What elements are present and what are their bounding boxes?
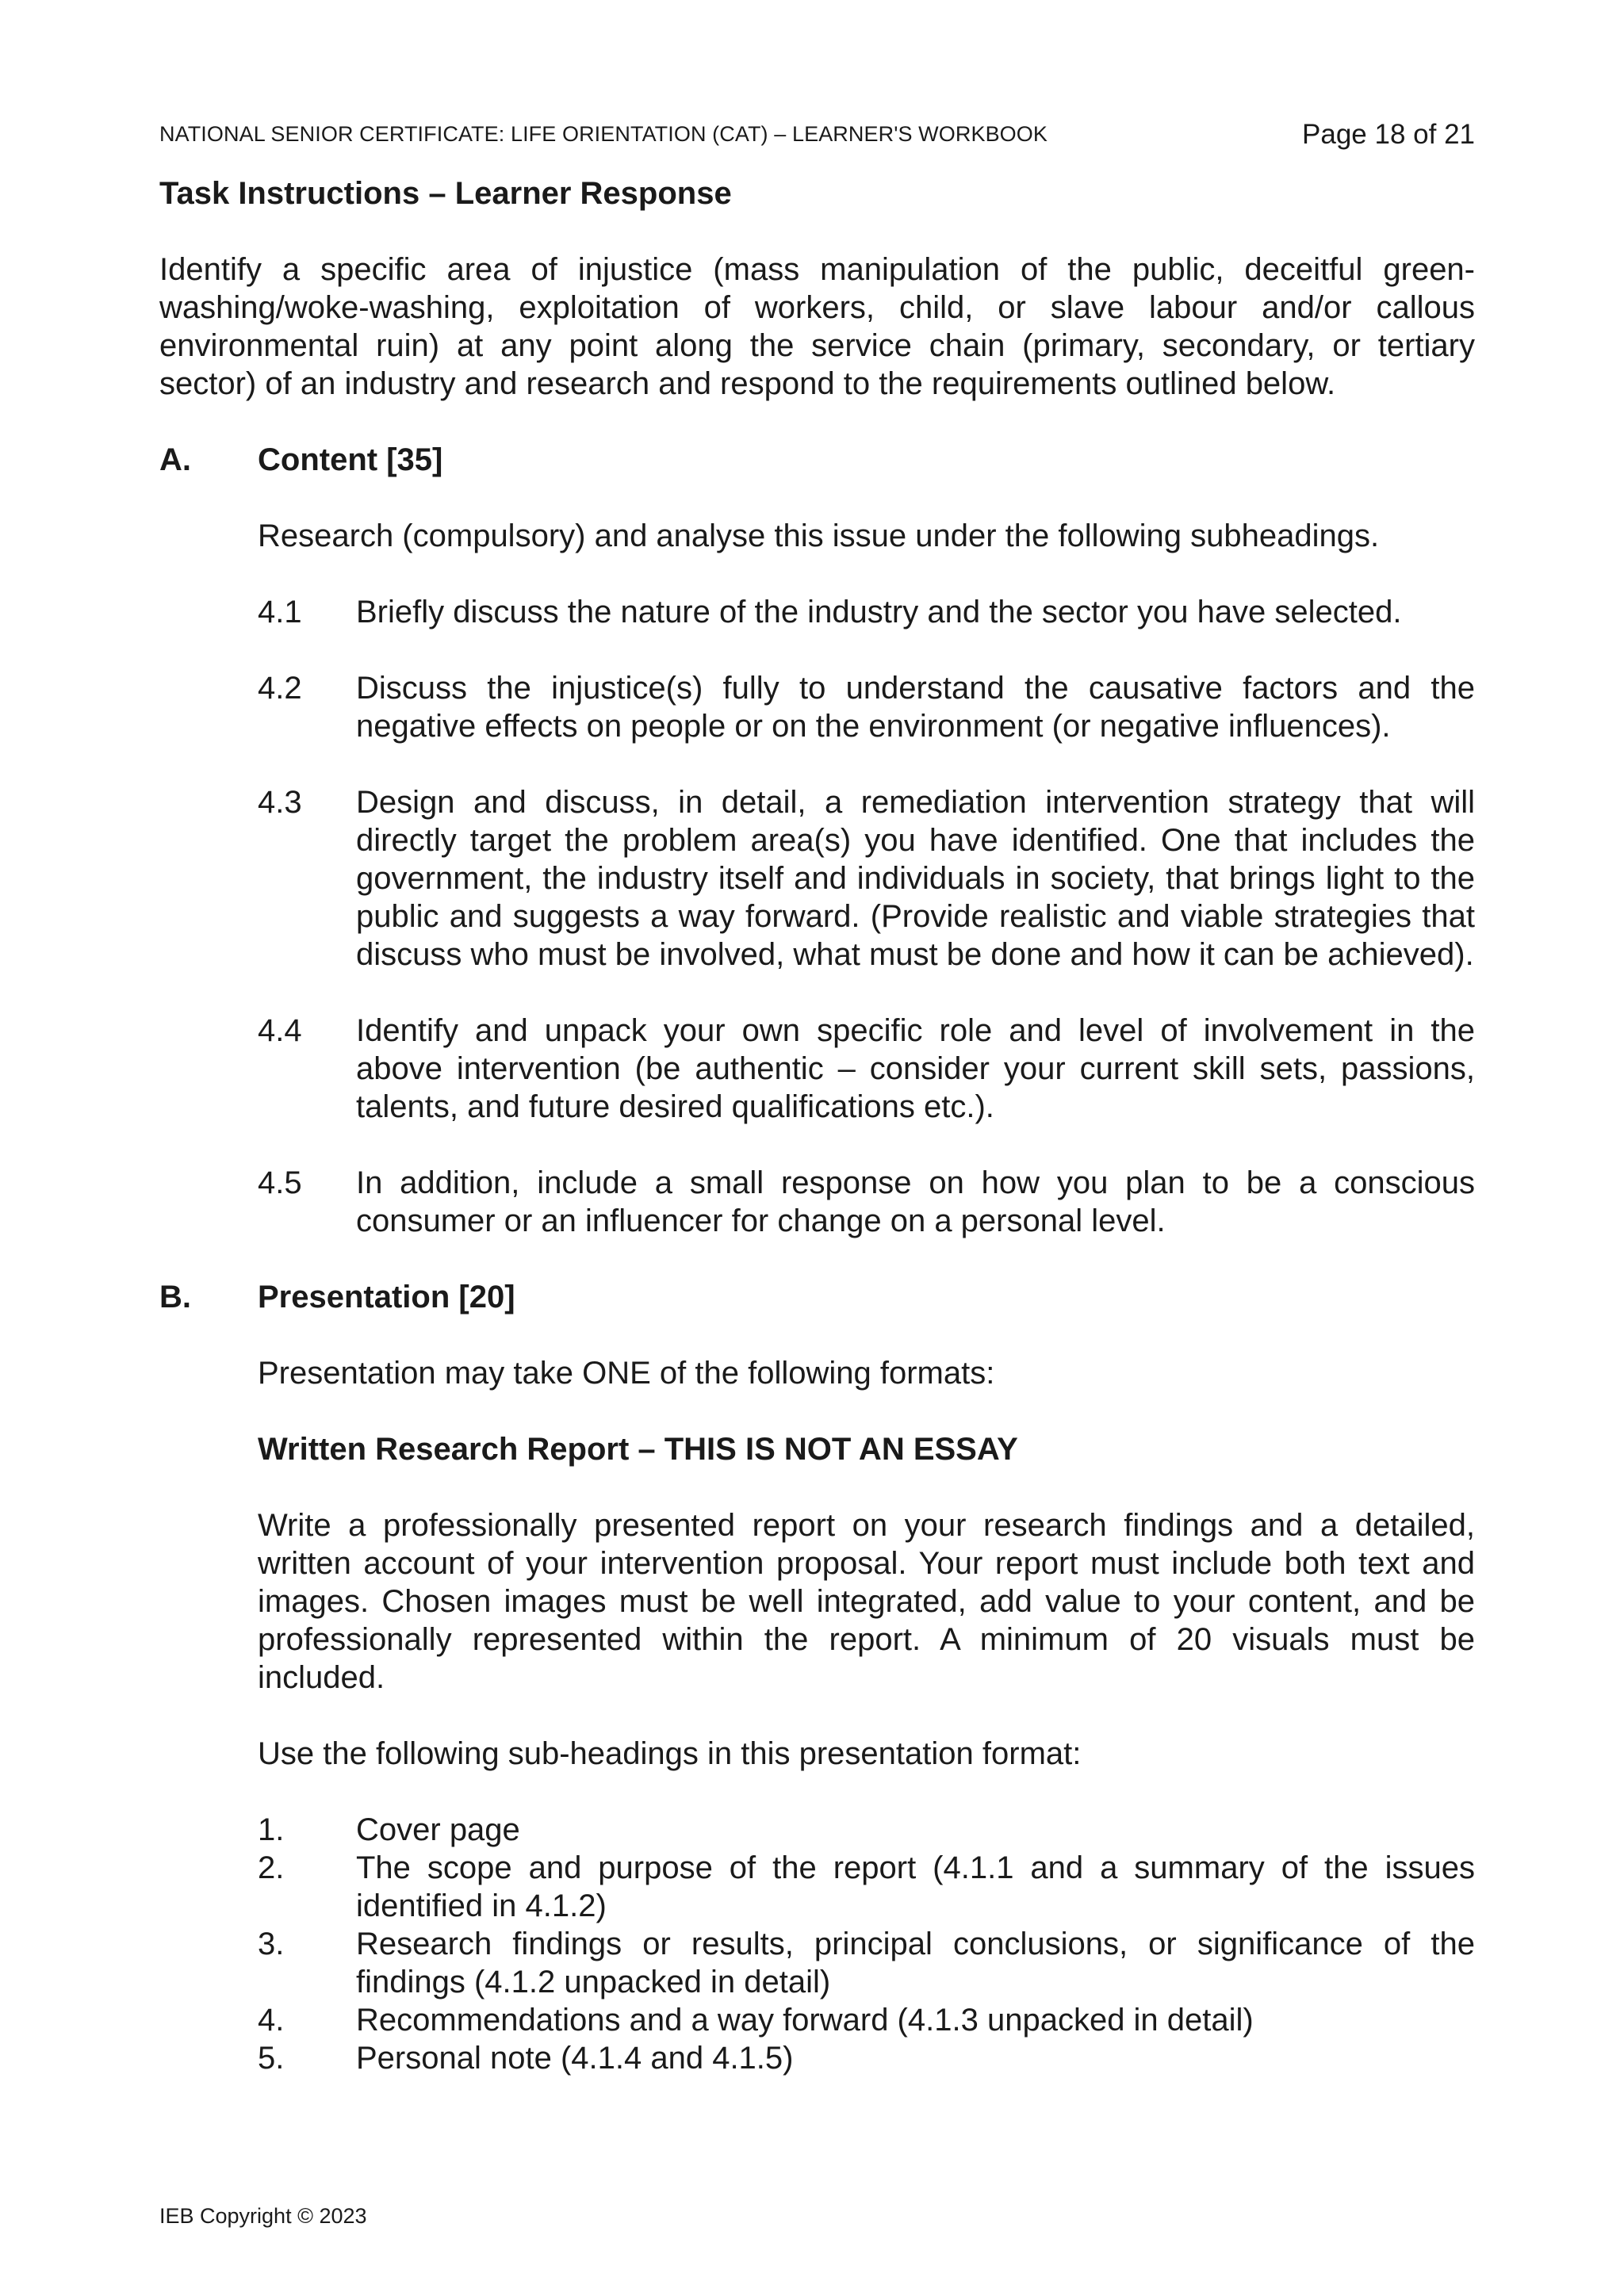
list-text: The scope and purpose of the report (4.1.1 and a summary of the issues identified in 4.1.2): [356, 1850, 1475, 1923]
question-item: [258, 783, 1475, 974]
list-number: 1.: [258, 1812, 285, 1847]
page-header: [159, 119, 1475, 151]
question-text: Briefly discuss the nature of the industry and the sector you have selected.: [356, 595, 1402, 629]
question-text: Design and discuss, in detail, a remediation intervention strategy that will directly target the problem area(s) you have identified. One that includes the government, the industry itself and individuals in society, that brings light to the public and suggests a way forward. (Provide realistic and viable strategies that discuss who must be involved, what must be done and how it can be achieved).: [356, 785, 1475, 972]
list-item: [258, 1811, 1475, 1849]
question-text: Identify and unpack your own specific role and level of involvement in the above intervention (be authentic – consider your current skill sets, passions, talents, and future desired qualifications etc.).: [356, 1013, 1475, 1124]
question-number: 4.5: [258, 1165, 302, 1200]
list-number: 3.: [258, 1927, 285, 1961]
subheadings-list: [258, 1811, 1475, 2077]
section-b-letter: B.: [159, 1280, 191, 1314]
page-number: Page 18 of 21: [1302, 119, 1475, 150]
section-a-heading: [159, 441, 1475, 479]
page-heading: Task Instructions – Learner Response: [159, 176, 732, 211]
question-item: [258, 669, 1475, 745]
header-title: NATIONAL SENIOR CERTIFICATE: LIFE ORIENTATION (CAT) – LEARNER'S WORKBOOK: [159, 122, 1048, 146]
question-number: 4.2: [258, 671, 302, 706]
report-paragraph: Write a professionally presented report on your research findings and a detailed, written account of your intervention proposal. Your report must include both text and images. Chosen images must be well integrated, add value to your content, and be professionally represented within the report. A minimum of 20 visuals must be included.: [258, 1508, 1475, 1695]
page-footer: IEB Copyright © 2023: [159, 2204, 367, 2228]
question-text: Discuss the injustice(s) fully to understand the causative factors and the negative effects on people or on the environment (or negative influences).: [356, 671, 1475, 744]
list-text: Personal note (4.1.4 and 4.1.5): [356, 2041, 794, 2076]
list-item: [258, 1925, 1475, 2001]
question-number: 4.1: [258, 595, 302, 629]
list-item: [258, 1849, 1475, 1925]
section-b-intro: Presentation may take ONE of the following formats:: [258, 1356, 995, 1391]
intro-paragraph: Identify a specific area of injustice (mass manipulation of the public, deceitful green-washing/woke-washing, exploitation of workers, child, or slave labour and/or callous environmental ruin) at any point along the service chain (primary, secondary, or tertiary sector) of an industry and research and respond to the requirements outlined below.: [159, 252, 1475, 401]
list-number: 4.: [258, 2003, 285, 2038]
list-text: Recommendations and a way forward (4.1.3 unpacked in detail): [356, 2003, 1254, 2038]
section-a-title: Content [35]: [258, 442, 443, 477]
section-a-body: [258, 517, 1475, 555]
section-a-letter: A.: [159, 442, 191, 477]
list-text: Research findings or results, principal conclusions, or significance of the findings (4.1.2 unpacked in detail): [356, 1927, 1475, 1999]
question-item: [258, 1164, 1475, 1240]
question-number: 4.4: [258, 1013, 302, 1048]
section-a-items: [258, 593, 1475, 1240]
list-item: [258, 2039, 1475, 2077]
section-a-intro: Research (compulsory) and analyse this issue under the following subheadings.: [258, 519, 1380, 553]
list-number: 5.: [258, 2041, 285, 2076]
list-number: 2.: [258, 1850, 285, 1885]
subheadings-intro: Use the following sub-headings in this presentation format:: [258, 1736, 1082, 1771]
question-number: 4.3: [258, 785, 302, 820]
question-item: [258, 593, 1475, 631]
main-content: [159, 174, 1475, 2077]
list-item: [258, 2001, 1475, 2039]
section-b-heading: [159, 1278, 1475, 1316]
question-item: [258, 1012, 1475, 1126]
section-b-body: [258, 1354, 1475, 2077]
question-text: In addition, include a small response on how you plan to be a conscious consumer or an influencer for change on a personal level.: [356, 1165, 1475, 1238]
report-subheading: Written Research Report – THIS IS NOT AN ESSAY: [258, 1432, 1018, 1467]
section-b-title: Presentation [20]: [258, 1280, 515, 1314]
list-text: Cover page: [356, 1812, 520, 1847]
